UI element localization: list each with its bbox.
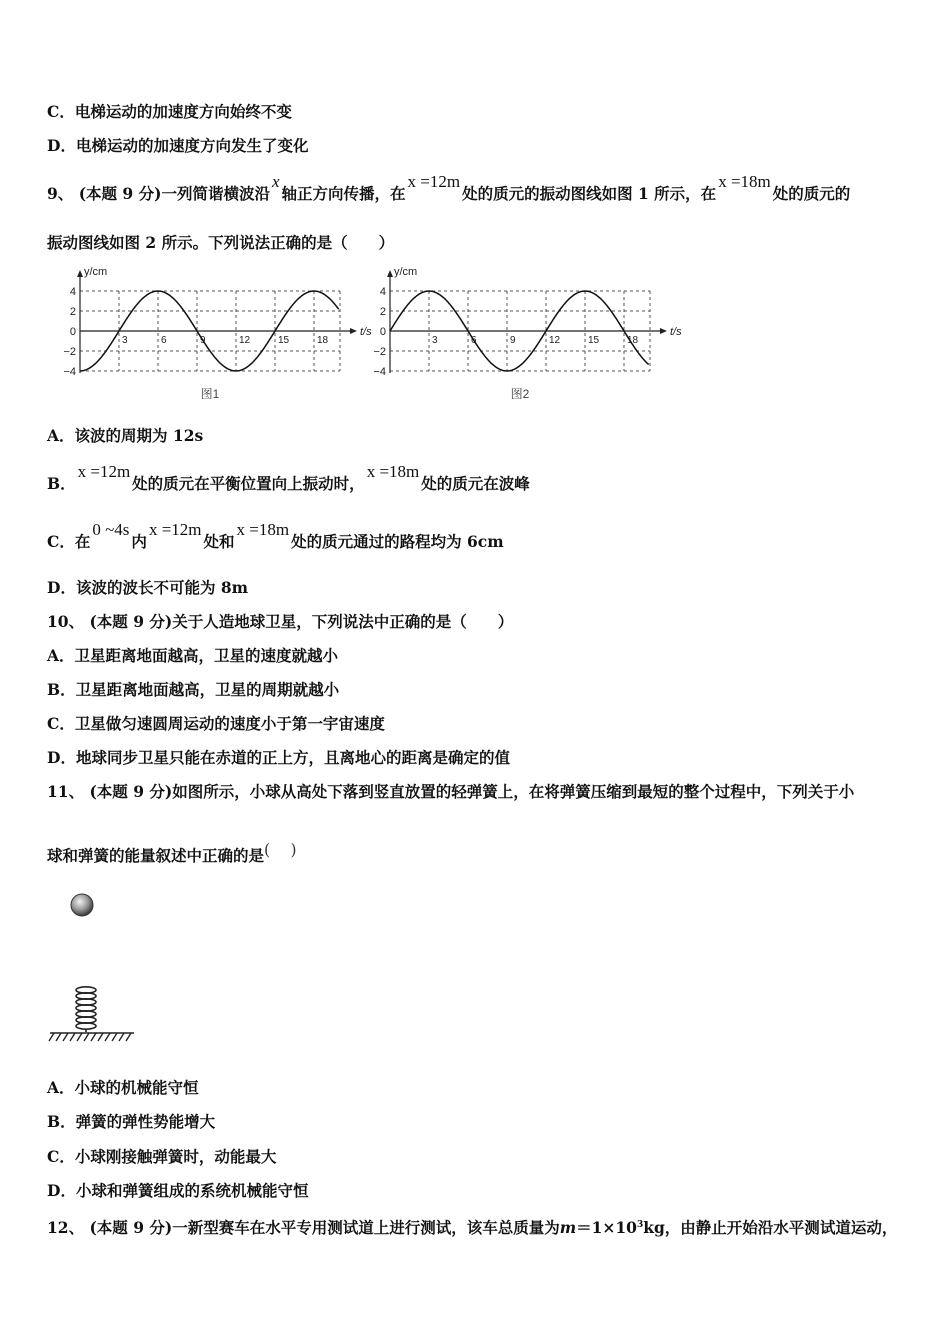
q10-option-d: D．地球同步卫星只能在赤道的正上方，且离地心的距离是确定的值 bbox=[47, 748, 510, 767]
q9-stem-text: 一列简谐横波沿 bbox=[161, 184, 270, 203]
y-tick-label: −2 bbox=[63, 346, 76, 358]
y-axis-label: y/cm bbox=[394, 266, 418, 278]
q8-option-c: C．电梯运动的加速度方向始终不变 bbox=[47, 102, 292, 121]
ball-spring-figure bbox=[44, 888, 144, 1048]
position-formula: x =12m bbox=[148, 520, 202, 539]
q9-stem-line2: 振动图线如图 2 所示。下列说法正确的是（ ） bbox=[47, 233, 395, 252]
y-axis-arrow bbox=[387, 270, 393, 277]
y-tick-label: 0 bbox=[379, 326, 386, 338]
ground-icon bbox=[49, 1033, 134, 1041]
q12-stem-text: kg，由静止开始沿水平测试道运动， bbox=[643, 1218, 898, 1238]
q10-option-c: C．卫星做匀速圆周运动的速度小于第一宇宙速度 bbox=[47, 714, 385, 733]
y-axis-label: y/cm bbox=[84, 266, 108, 278]
y-axis-arrow bbox=[77, 270, 83, 277]
figure-caption: 图1 bbox=[200, 387, 220, 401]
answer-paren: ( ) bbox=[264, 841, 297, 859]
x-axis-label: t/s bbox=[670, 326, 682, 338]
option-text: 处的质元在波峰 bbox=[421, 474, 530, 493]
y-tick-label: 2 bbox=[379, 306, 386, 318]
q9-stem-line1 bbox=[47, 172, 851, 204]
q9-tag: (本题 9 分) bbox=[78, 184, 162, 203]
ball-icon bbox=[71, 894, 93, 916]
x-axis-arrow bbox=[350, 328, 357, 334]
option-text: 内 bbox=[131, 532, 147, 551]
q9-option-d: D．该波的波长不可能为 8m bbox=[47, 578, 249, 597]
y-tick-label: 0 bbox=[69, 326, 76, 338]
q11-stem-line2 bbox=[47, 841, 297, 866]
option-label: B． bbox=[47, 474, 76, 493]
q9-stem-text: 处的质元的 bbox=[772, 184, 851, 203]
q10-option-b: B．卫星距离地面越高，卫星的周期就越小 bbox=[47, 680, 340, 699]
figure-caption: 图2 bbox=[510, 387, 530, 401]
position-formula: x =12m bbox=[77, 462, 131, 481]
q9-stem-text: 处的质元的振动图线如图 1 所示，在 bbox=[462, 184, 717, 203]
option-text: 处和 bbox=[203, 532, 235, 551]
x-tick-label: 15 bbox=[278, 335, 290, 346]
q8-option-d: D．电梯运动的加速度方向发生了变化 bbox=[47, 136, 309, 155]
q11-stem-text: 球和弹簧的能量叙述中正确的是 bbox=[47, 846, 265, 865]
x-axis-symbol: x bbox=[271, 172, 280, 191]
q11-option-a: A．小球的机械能守恒 bbox=[47, 1078, 199, 1097]
vibration-graph-fig1 bbox=[55, 262, 372, 404]
x-tick-label: 18 bbox=[317, 335, 329, 346]
time-range-formula: 0 ~4s bbox=[92, 520, 130, 539]
y-tick-label: −2 bbox=[373, 346, 386, 358]
option-label: C．在 bbox=[47, 532, 91, 551]
q11-stem-line1: 11、 (本题 9 分)如图所示，小球从高处下落到竖直放置的轻弹簧上，在将弹簧压缩到最短的整个过程中，下列关于小 bbox=[47, 782, 855, 801]
x-axis-label: t/s bbox=[360, 326, 372, 338]
q9-option-b bbox=[47, 462, 530, 494]
x-tick-label: 6 bbox=[471, 335, 477, 346]
spring-icon bbox=[76, 987, 96, 1032]
x-tick-label: 3 bbox=[122, 335, 128, 346]
q9-option-c bbox=[47, 520, 504, 552]
y-tick-label: 4 bbox=[69, 286, 76, 298]
x-tick-label: 3 bbox=[432, 335, 438, 346]
x-tick-label: 12 bbox=[549, 335, 561, 346]
position-a-formula: x =12m bbox=[407, 172, 461, 191]
vibration-graph-fig2 bbox=[365, 262, 685, 404]
y-tick-label: 4 bbox=[379, 286, 386, 298]
position-formula: x =18m bbox=[366, 462, 420, 481]
x-tick-label: 9 bbox=[200, 335, 206, 346]
mass-exponent: 3 bbox=[636, 1220, 644, 1230]
x-tick-label: 12 bbox=[239, 335, 251, 346]
mass-symbol: m bbox=[559, 1218, 577, 1238]
x-tick-label: 18 bbox=[627, 335, 639, 346]
x-axis-arrow bbox=[660, 328, 667, 334]
y-tick-label: 2 bbox=[69, 306, 76, 318]
q9-number: 9、 bbox=[47, 184, 74, 203]
option-text: 处的质元通过的路程均为 6cm bbox=[291, 532, 504, 551]
y-tick-label: −4 bbox=[63, 366, 76, 378]
q9-stem-text: 轴正方向传播，在 bbox=[281, 184, 406, 203]
q12-stem bbox=[47, 1215, 897, 1238]
q11-option-b: B．弹簧的弹性势能增大 bbox=[47, 1112, 216, 1131]
q12-stem-text: 12、 (本题 9 分)一新型赛车在水平专用测试道上进行测试，该车总质量为 bbox=[47, 1218, 560, 1238]
q10-stem: 10、 (本题 9 分)关于人造地球卫星，下列说法中正确的是（ ） bbox=[47, 612, 514, 631]
y-tick-label: −4 bbox=[373, 366, 386, 378]
x-tick-label: 15 bbox=[588, 335, 600, 346]
q9-option-a: A．该波的周期为 12s bbox=[47, 426, 204, 445]
q11-option-c: C．小球刚接触弹簧时，动能最大 bbox=[47, 1147, 277, 1166]
position-b-formula: x =18m bbox=[718, 172, 771, 191]
q10-option-a: A．卫星距离地面越高，卫星的速度就越小 bbox=[47, 646, 339, 665]
x-tick-label: 6 bbox=[161, 335, 167, 346]
q11-option-d: D．小球和弹簧组成的系统机械能守恒 bbox=[47, 1181, 309, 1200]
position-formula: x =18m bbox=[236, 520, 290, 539]
x-tick-label: 9 bbox=[510, 335, 516, 346]
option-text: 处的质元在平衡位置向上振动时， bbox=[132, 474, 365, 493]
mass-value: ＝1×10 bbox=[576, 1218, 637, 1238]
